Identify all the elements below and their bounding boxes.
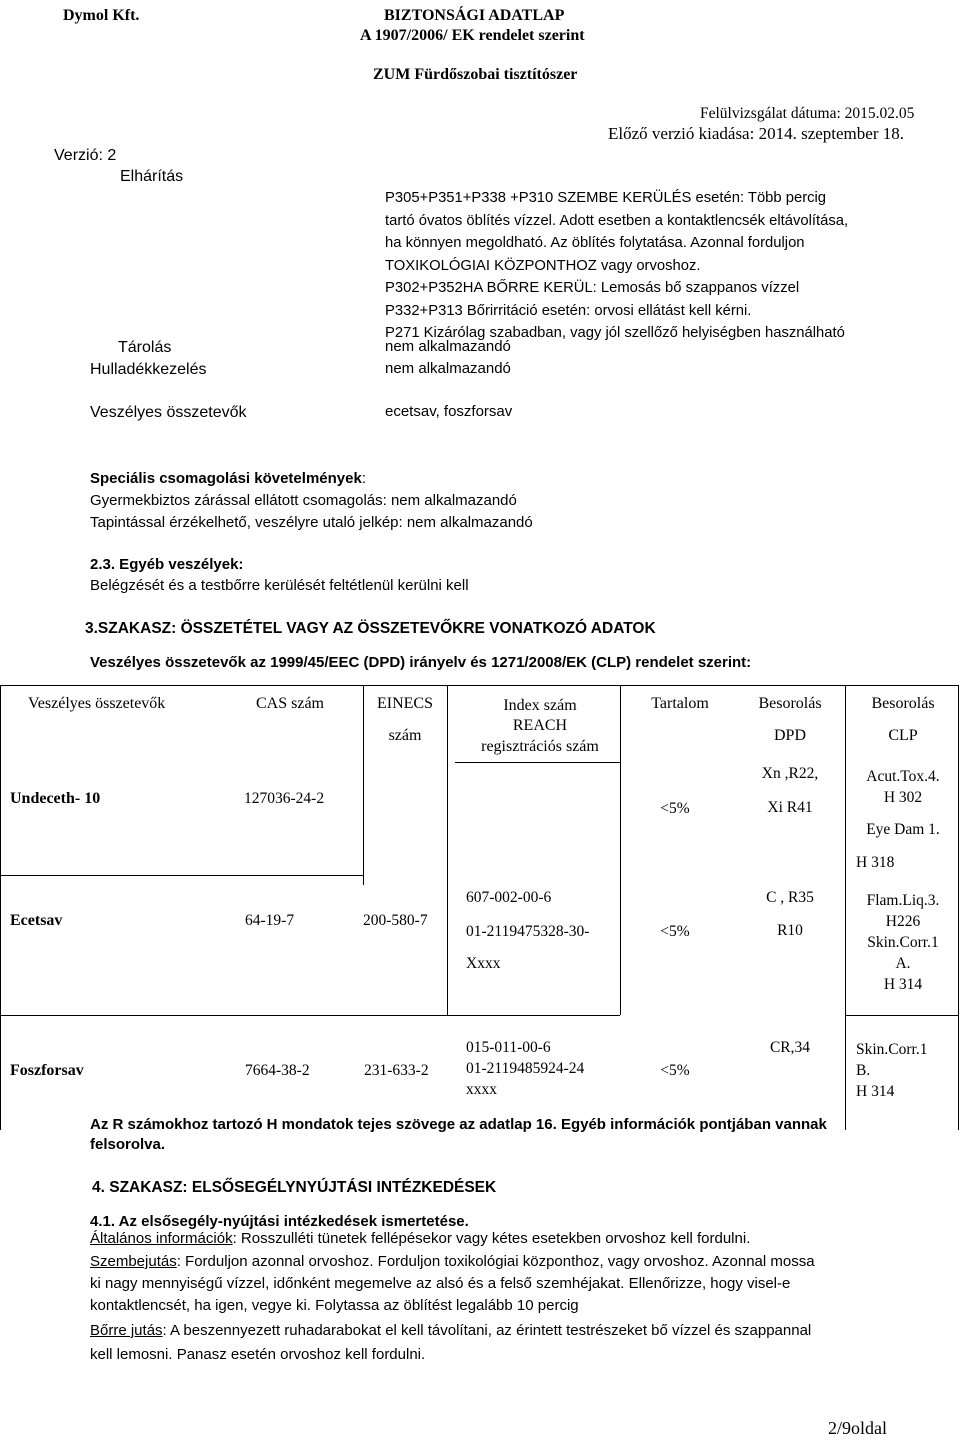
row-clp: Eye Dam 1. — [866, 821, 940, 838]
row-index: Xxxx — [466, 955, 501, 972]
other-hazards-title: 2.3. Egyéb veszélyek: — [90, 556, 244, 573]
row-dpd: C , R35 — [766, 889, 814, 906]
row-component-name: Foszforsav — [10, 1062, 84, 1079]
row-content: <5% — [660, 1062, 690, 1079]
general-info-label: Általános információk — [90, 1230, 233, 1247]
revision-date: Felülvizsgálat dátuma: 2015.02.05 — [700, 105, 915, 122]
table-border-right — [958, 685, 959, 1130]
table-border-left — [0, 685, 1, 1130]
row-clp: A. — [895, 955, 911, 972]
hazardous-components-value: ecetsav, foszforsav — [385, 403, 513, 420]
section4-subtitle: 4.1. Az elsősegély-nyújtási intézkedések ismertetése. — [90, 1213, 469, 1230]
header-clp-class: Besorolás — [871, 695, 935, 712]
p-statement-line: P302+P352HA BŐRRE KERÜL: Lemosás bő szappanos vízzel — [385, 280, 800, 296]
p-statement-line: TOXIKOLÓGIAI KÖZPONTHOZ vagy orvoshoz. — [385, 257, 701, 274]
row-content: <5% — [660, 800, 690, 817]
eye-contact-text-3: kontaktlencsét, ha igen, vegye ki. Folytassa az öblítést legalább 10 percig — [90, 1297, 579, 1314]
eye-contact — [90, 1253, 815, 1271]
row-cas: 64-19-7 — [245, 912, 295, 929]
table-divider — [447, 685, 448, 1015]
row-clp: Skin.Corr.1 — [867, 934, 939, 951]
row-clp: B. — [856, 1062, 871, 1079]
row-content: <5% — [660, 923, 690, 940]
eye-contact-text: : Forduljon azonnal orvoshoz. Forduljon toxikológiai központhoz, vagy orvoshoz. Azonnal mossa — [176, 1253, 815, 1270]
storage-value: nem alkalmazandó — [385, 338, 511, 355]
table-divider — [0, 875, 363, 876]
general-info-text: : Rosszulléti tünetek fellépésekor vagy kétes esetekben orvoshoz kell fordulni. — [232, 1230, 751, 1247]
special-packaging-colon: : — [361, 470, 366, 487]
waste-value: nem alkalmazandó — [385, 360, 511, 377]
header-reach: REACH — [512, 717, 568, 734]
table-divider — [845, 685, 846, 1130]
row-einecs: 200-580-7 — [363, 912, 428, 929]
row-clp: Flam.Liq.3. — [866, 892, 940, 909]
previous-version: Előző verzió kiadása: 2014. szeptember 18. — [608, 124, 904, 143]
row-cas: 127036-24-2 — [244, 790, 325, 807]
row-index: 607-002-00-6 — [466, 889, 552, 906]
header-clp: CLP — [888, 727, 918, 744]
general-info — [90, 1230, 750, 1248]
row-dpd: Xn ,R22, — [761, 765, 819, 782]
eye-contact-text-2: ki nagy mennyiségű vízzel, időnként megemelve az alsó és a felső szemhéjakat. Ellenőrizze, hogy visel-e — [90, 1275, 791, 1292]
waste-label: Hulladékkezelés — [90, 361, 207, 378]
table-divider — [363, 685, 364, 885]
company-name: Dymol Kft. — [63, 7, 140, 24]
storage-label: Tárolás — [118, 339, 172, 356]
special-packaging-heading — [90, 470, 366, 488]
row-cas: 7664-38-2 — [245, 1062, 310, 1079]
version-label: Verzió: 2 — [54, 147, 117, 164]
header-index: Index szám — [503, 697, 577, 714]
row-clp: H226 — [885, 913, 921, 930]
row-clp: H 314 — [856, 1083, 895, 1100]
skin-contact-text-2: kell lemosni. Panasz esetén orvoshoz kell fordulni. — [90, 1346, 426, 1363]
p-statement-line: P305+P351+P338 +P310 SZEMBE KERÜLÉS esetén: Több percig — [385, 190, 827, 206]
table-border-top — [0, 685, 958, 686]
table-divider — [0, 1015, 620, 1016]
skin-contact — [90, 1322, 811, 1340]
header-content: Tartalom — [651, 695, 709, 712]
section3-subtitle: Veszélyes összetevők az 1999/45/EEC (DPD) irányelv és 1271/2008/EK (CLP) rendelet szerint: — [90, 654, 752, 671]
hazardous-components-label: Veszélyes összetevők — [90, 404, 247, 421]
composition-table — [0, 685, 960, 1130]
row-index: xxxx — [466, 1081, 497, 1098]
row-index: 01-2119485924-24 — [466, 1060, 585, 1077]
p-statement-line: tartó óvatos öblítés vízzel. Adott esetben a kontaktlencsék eltávolítása, — [385, 212, 849, 229]
disposal-label: Elhárítás — [120, 168, 184, 185]
row-clp: H 318 — [856, 854, 895, 871]
table-divider — [455, 762, 620, 763]
row-einecs: 231-633-2 — [364, 1062, 429, 1079]
row-clp: H 314 — [883, 976, 923, 993]
precautionary-statements — [385, 187, 848, 345]
header-registration: regisztrációs szám — [481, 738, 599, 755]
header-dpd-class: Besorolás — [758, 695, 822, 712]
section3-title: 3.SZAKASZ: ÖSSZETÉTEL VAGY AZ ÖSSZETEVŐKRE VONATKOZÓ ADATOK — [85, 620, 656, 637]
product-name: ZUM Fürdőszobai tisztítószer — [373, 66, 578, 83]
header-dpd: DPD — [773, 727, 806, 744]
row-component-name: Ecetsav — [10, 912, 63, 929]
page-number: 2/9oldal — [828, 1418, 887, 1438]
row-component-name: Undeceth- 10 — [10, 790, 101, 807]
eye-contact-label: Szembejutás — [90, 1253, 177, 1270]
special-packaging-title: Speciális csomagolási követelmények — [90, 470, 362, 487]
header-components: Veszélyes összetevők — [28, 695, 166, 712]
row-dpd: R10 — [777, 922, 803, 939]
row-index: 015-011-00-6 — [466, 1039, 551, 1056]
skin-contact-label: Bőrre jutás — [90, 1322, 163, 1339]
row-index: 01-2119475328-30- — [466, 923, 590, 940]
p-statement-line: ha könnyen megoldható. Az öblítés folytatása. Azonnal forduljon — [385, 235, 805, 251]
row-clp: Skin.Corr.1 — [856, 1041, 928, 1058]
p-statement-line: P332+P313 Bőrirritáció esetén: orvosi ellátást kell kérni. — [385, 302, 752, 319]
header-einecs-number: szám — [388, 727, 422, 744]
row-dpd: CR,34 — [769, 1039, 811, 1056]
r-phrases-note: Az R számokhoz tartozó H mondatok tejes szövege az adatlap 16. Egyéb információk pontjában vannak felsorolva. — [90, 1116, 827, 1153]
section4-title: 4. SZAKASZ: ELSŐSEGÉLYNYÚJTÁSI INTÉZKEDÉSEK — [92, 1179, 497, 1196]
skin-contact-text: : A beszennyezett ruhadarabokat el kell távolítani, az érintett testrészeket bő vízzel és szappannal — [162, 1322, 812, 1339]
tactile-warning: Tapintással érzékelhető, veszélyre utaló jelkép: nem alkalmazandó — [90, 514, 533, 531]
child-resistant-fastening: Gyermekbiztos zárással ellátott csomagolás: nem alkalmazandó — [90, 492, 517, 509]
header-einecs: EINECS — [377, 695, 433, 712]
table-divider — [845, 1015, 958, 1016]
regulation-reference: A 1907/2006/ EK rendelet szerint — [360, 27, 585, 44]
p-statement-line: P271 Kizárólag szabadban, vagy jól szellőző helyiségben használható — [385, 325, 845, 341]
header-cas: CAS szám — [256, 695, 324, 712]
row-dpd: Xi R41 — [767, 799, 813, 816]
other-hazards-text: Belégzését és a testbőrre kerülését feltétlenül kerülni kell — [90, 577, 469, 594]
row-clp: Acut.Tox.4. — [866, 768, 940, 785]
row-clp: H 302 — [883, 789, 923, 806]
document-type: BIZTONSÁGI ADATLAP — [384, 7, 565, 24]
